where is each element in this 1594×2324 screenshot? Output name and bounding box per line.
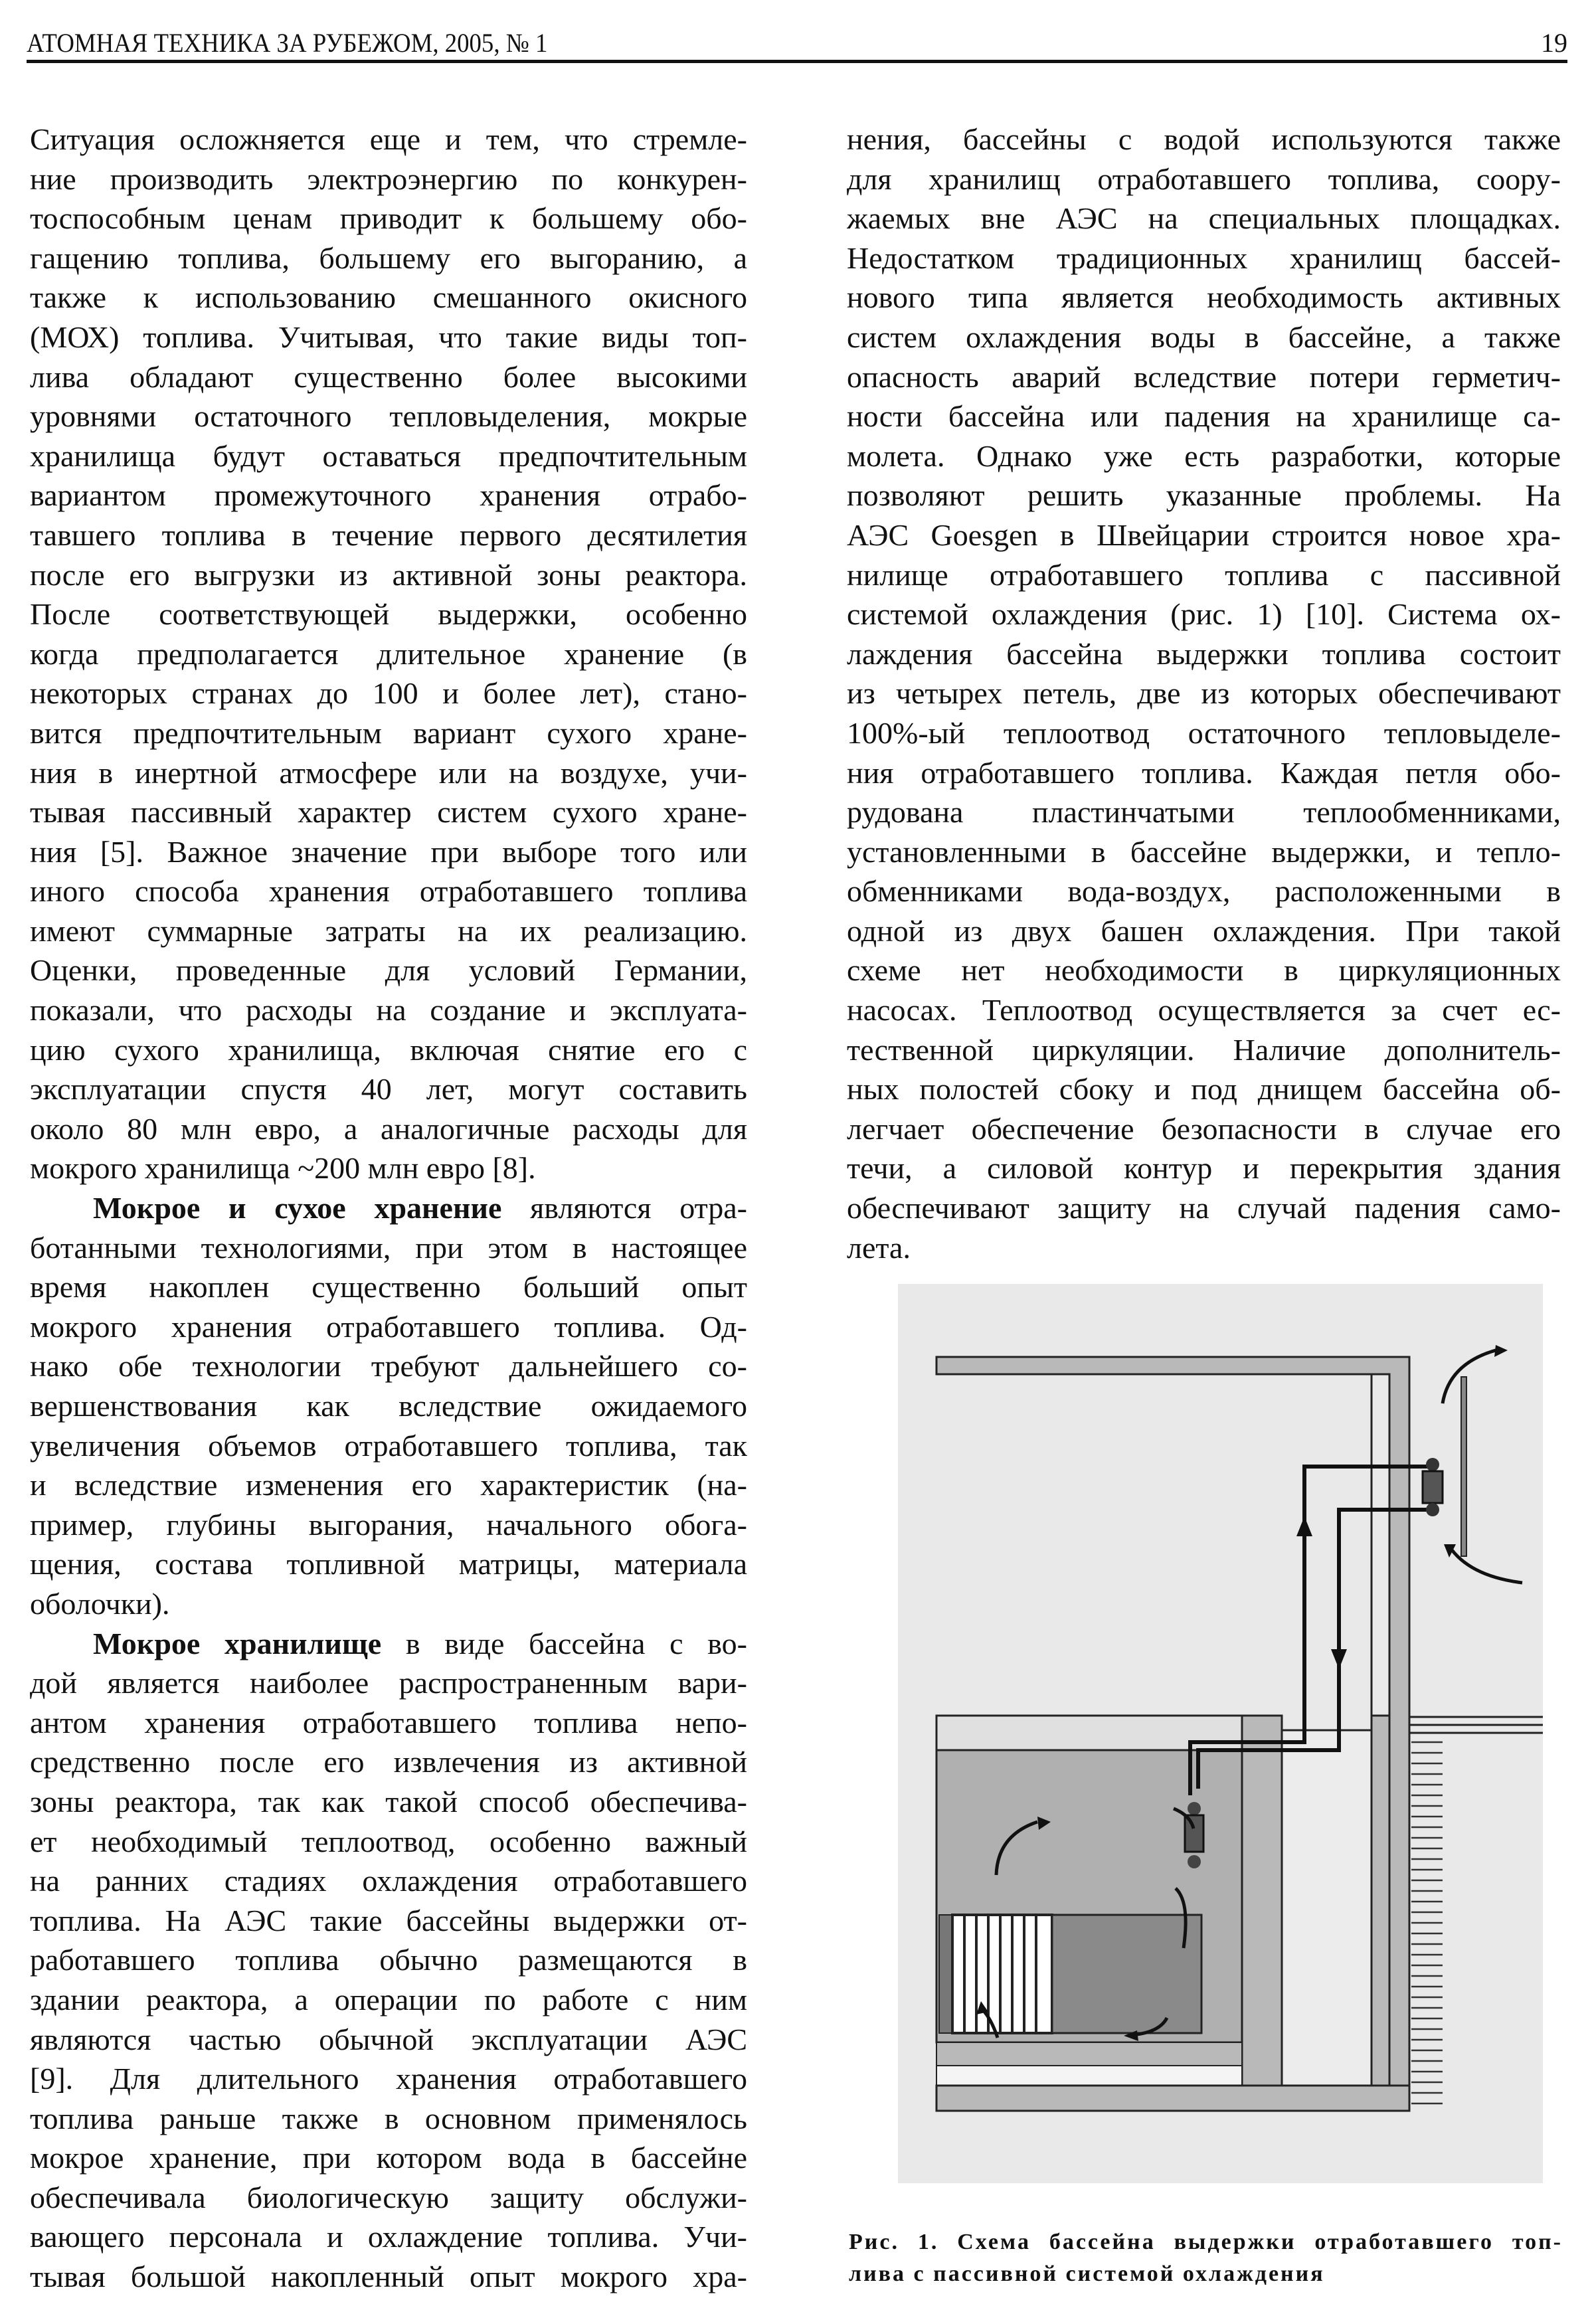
paragraph-3: [30, 1624, 747, 2297]
pool-cover: [936, 1716, 1242, 1750]
paragraph-2: [30, 1188, 747, 1624]
text-line: систем охлаждения воды в бассейне, а также: [847, 319, 1561, 354]
text-line: для хранилищ отработавшего топлива, соору-: [847, 161, 1561, 196]
text-line: вершенствования как вследствие ожидаемого: [30, 1389, 747, 1423]
text-line: ботанными технологиями, при этом в настоящее: [30, 1230, 747, 1265]
text-line: время накоплен существенно больший опыт: [30, 1270, 747, 1304]
text-line: работавшего топлива обычно размещаются в: [30, 1943, 747, 1977]
text-line: когда предполагается длительное хранение (в: [30, 636, 747, 671]
text-line: нилище отработавшего топлива с пассивной: [847, 557, 1561, 592]
right-column: [847, 120, 1561, 1267]
text-line: мокрого хранения отработавшего топлива. Од-: [30, 1309, 747, 1344]
text-line: топлива. На АЭС такие бассейны выдержки от-: [30, 1903, 747, 1937]
text-line: средственно после его извлечения из активной: [30, 1745, 747, 1779]
text-line: зоны реактора, так как такой способ обеспечива-: [30, 1784, 747, 1819]
pool-schematic-diagram: [898, 1284, 1543, 2183]
text-line: лаждения бассейна выдержки топлива состоит: [847, 636, 1561, 671]
text-line: антом хранения отработавшего топлива непо-: [30, 1705, 747, 1740]
text-line: легчает обеспечение безопасности в случае его: [847, 1111, 1561, 1146]
text-line: вится предпочтительным вариант сухого хране-: [30, 715, 747, 750]
text-line: тывая пассивный характер систем сухого хране-: [30, 795, 747, 830]
text-line: после его выгрузки из активной зоны реактора.: [30, 557, 747, 592]
text-line: ных полостей сбоку и под днищем бассейна об-: [847, 1072, 1561, 1107]
text-line: [9]. Для длительного хранения отработавшего: [30, 2062, 747, 2096]
text-line: Оценки, проведенные для условий Германии,: [30, 953, 747, 988]
text-line: ности бассейна или падения на хранилище са-: [847, 399, 1561, 434]
text-line: Недостатком традиционных хранилищ бассей-: [847, 240, 1561, 275]
header-rule: [27, 60, 1567, 63]
text-line: нового типа является необходимость активных: [847, 280, 1561, 315]
text-line: мокрого хранилища ~200 млн евро [8].: [30, 1151, 536, 1186]
text-line: тывая большой накопленный опыт мокрого хра-: [30, 2260, 747, 2294]
text-line: имеют суммарные затраты на их реализацию.: [30, 913, 747, 948]
text-line: рудована пластинчатыми теплообменниками,: [847, 795, 1561, 830]
figure-pool-diagram: [898, 1284, 1543, 2183]
paragraph-1: [30, 120, 747, 1188]
text-line: нако обе технологии требуют дальнейшего со-: [30, 1349, 747, 1384]
text-line: Мокрое хранилище в виде бассейна с во-: [93, 1626, 747, 1660]
text-line: цию сухого хранилища, включая снятие его с: [30, 1032, 747, 1067]
text-line: ния в инертной атмосфере или на воздухе, учи-: [30, 755, 747, 790]
text-line: нения, бассейны с водой используются также: [847, 122, 1561, 156]
text-line: пример, глубины выгорания, начального обога-: [30, 1507, 747, 1542]
text-line: одной из двух башен охлаждения. При такой: [847, 913, 1561, 948]
bold-term: Мокрое хранилище: [93, 1626, 382, 1660]
bottom-cavity: [936, 2066, 1242, 2086]
text-line: эксплуатации спустя 40 лет, могут составить: [30, 1072, 747, 1107]
text-line: иного способа хранения отработавшего топлива: [30, 874, 747, 909]
text-line: ет необходимый теплоотвод, особенно важный: [30, 1824, 747, 1858]
text-line: хранилища будут оставаться предпочтительным: [30, 438, 747, 473]
text-line: вающего персонала и охлаждение топлива. Учи-: [30, 2220, 747, 2254]
text-line: некоторых странах до 100 и более лет), стано-: [30, 676, 747, 711]
figure-caption: [849, 2226, 1563, 2290]
text-line: на ранних стадиях охлаждения отработавшего: [30, 1864, 747, 1898]
text-line: системой охлаждения (рис. 1) [10]. Система ох-: [847, 597, 1561, 632]
text-line: топлива раньше также в основном применялось: [30, 2101, 747, 2135]
text-line: из четырех петель, две из которых обеспечивают: [847, 676, 1561, 711]
text-line: обеспечивала биологическую защиту обслужи-: [30, 2180, 747, 2214]
text-line: После соответствующей выдержки, особенно: [30, 597, 747, 632]
text-line: гащению топлива, большему его выгоранию, а: [30, 240, 747, 275]
bold-term: Мокрое и сухое хранение: [93, 1191, 502, 1225]
caption-line: лива с пассивной системой охлаждения: [849, 2262, 1325, 2286]
text-line: щения, состава топливной матрицы, материала: [30, 1547, 747, 1581]
text-line: обменниками вода-воздух, расположенными в: [847, 874, 1561, 909]
text-line: жаемых вне АЭС на специальных площадках.: [847, 201, 1561, 236]
text-line: также к использованию смешанного окисного: [30, 280, 747, 315]
text-line: насосах. Теплоотвод осуществляется за счет ес-: [847, 993, 1561, 1028]
text-line: Мокрое и сухое хранение являются отра-: [93, 1191, 747, 1225]
text-line: позволяют решить указанные проблемы. На: [847, 478, 1561, 513]
text-line: оболочки).: [30, 1586, 170, 1621]
text-line: лета.: [847, 1230, 911, 1265]
text-line: ния [5]. Важное значение при выборе того или: [30, 834, 747, 869]
text-line: мокрое хранение, при котором вода в бассейне: [30, 2141, 747, 2175]
fuel-rack-striped: [952, 1915, 1052, 2033]
text-line: обеспечивают защиту на случай падения само-: [847, 1191, 1561, 1225]
text-line: ния отработавшего топлива. Каждая петля обо-: [847, 755, 1561, 790]
text-line: здании реактора, а операции по работе с ним: [30, 1982, 747, 2016]
text-line: Ситуация осложняется еще и тем, что стремле-: [30, 122, 747, 156]
page-number: 19: [1541, 28, 1567, 58]
caption-line: Рис. 1. Схема бассейна выдержки отработавшего топ-: [849, 2230, 1563, 2254]
text-line: лива обладают существенно более высокими: [30, 359, 747, 394]
text-line: ние производить электроэнергию по конкурен-: [30, 161, 747, 196]
text-line: показали, что расходы на создание и эксплуата-: [30, 993, 747, 1028]
text-line: схеме нет необходимости в циркуляционных: [847, 953, 1561, 988]
text-line: установленными в бассейне выдержки, и тепло-: [847, 834, 1561, 869]
left-column: [30, 120, 747, 2297]
text-line: около 80 млн евро, а аналогичные расходы для: [30, 1111, 747, 1146]
text-line: 100%-ый теплоотвод остаточного тепловыделе-: [847, 715, 1561, 750]
fuel-rack-solid: [1052, 1915, 1201, 2033]
text-line: тоспособным ценам приводит к большему обо-: [30, 201, 747, 236]
text-line: АЭС Goesgen в Швейцарии строится новое хра-: [847, 517, 1561, 552]
text-line: дой является наиболее распространенным вари-: [30, 1666, 747, 1700]
text-line: течи, а силовой контур и перекрытия здания: [847, 1151, 1561, 1186]
text-line: молета. Однако уже есть разработки, которые: [847, 438, 1561, 473]
text-line: и вследствие изменения его характеристик (на-: [30, 1468, 747, 1502]
text-line: увеличения объемов отработавшего топлива, так: [30, 1428, 747, 1463]
running-header: [27, 19, 1567, 58]
text-line: (МОХ) топлива. Учитывая, что такие виды топ-: [30, 319, 747, 354]
text-line: уровнями остаточного тепловыделения, мокрые: [30, 399, 747, 434]
text-line: являются частью обычной эксплуатации АЭС: [30, 2022, 747, 2056]
text-line: опасность аварий вследствие потери герметич-: [847, 359, 1561, 394]
text-line: тественной циркуляции. Наличие дополнитель-: [847, 1032, 1561, 1067]
side-cavity: [1282, 1730, 1372, 2094]
text-line: тавшего топлива в течение первого десятилетия: [30, 517, 747, 552]
text-line: вариантом промежуточного хранения отрабо-: [30, 478, 747, 513]
journal-title: АТОМНАЯ ТЕХНИКА ЗА РУБЕЖОМ, 2005, № 1: [27, 28, 548, 58]
